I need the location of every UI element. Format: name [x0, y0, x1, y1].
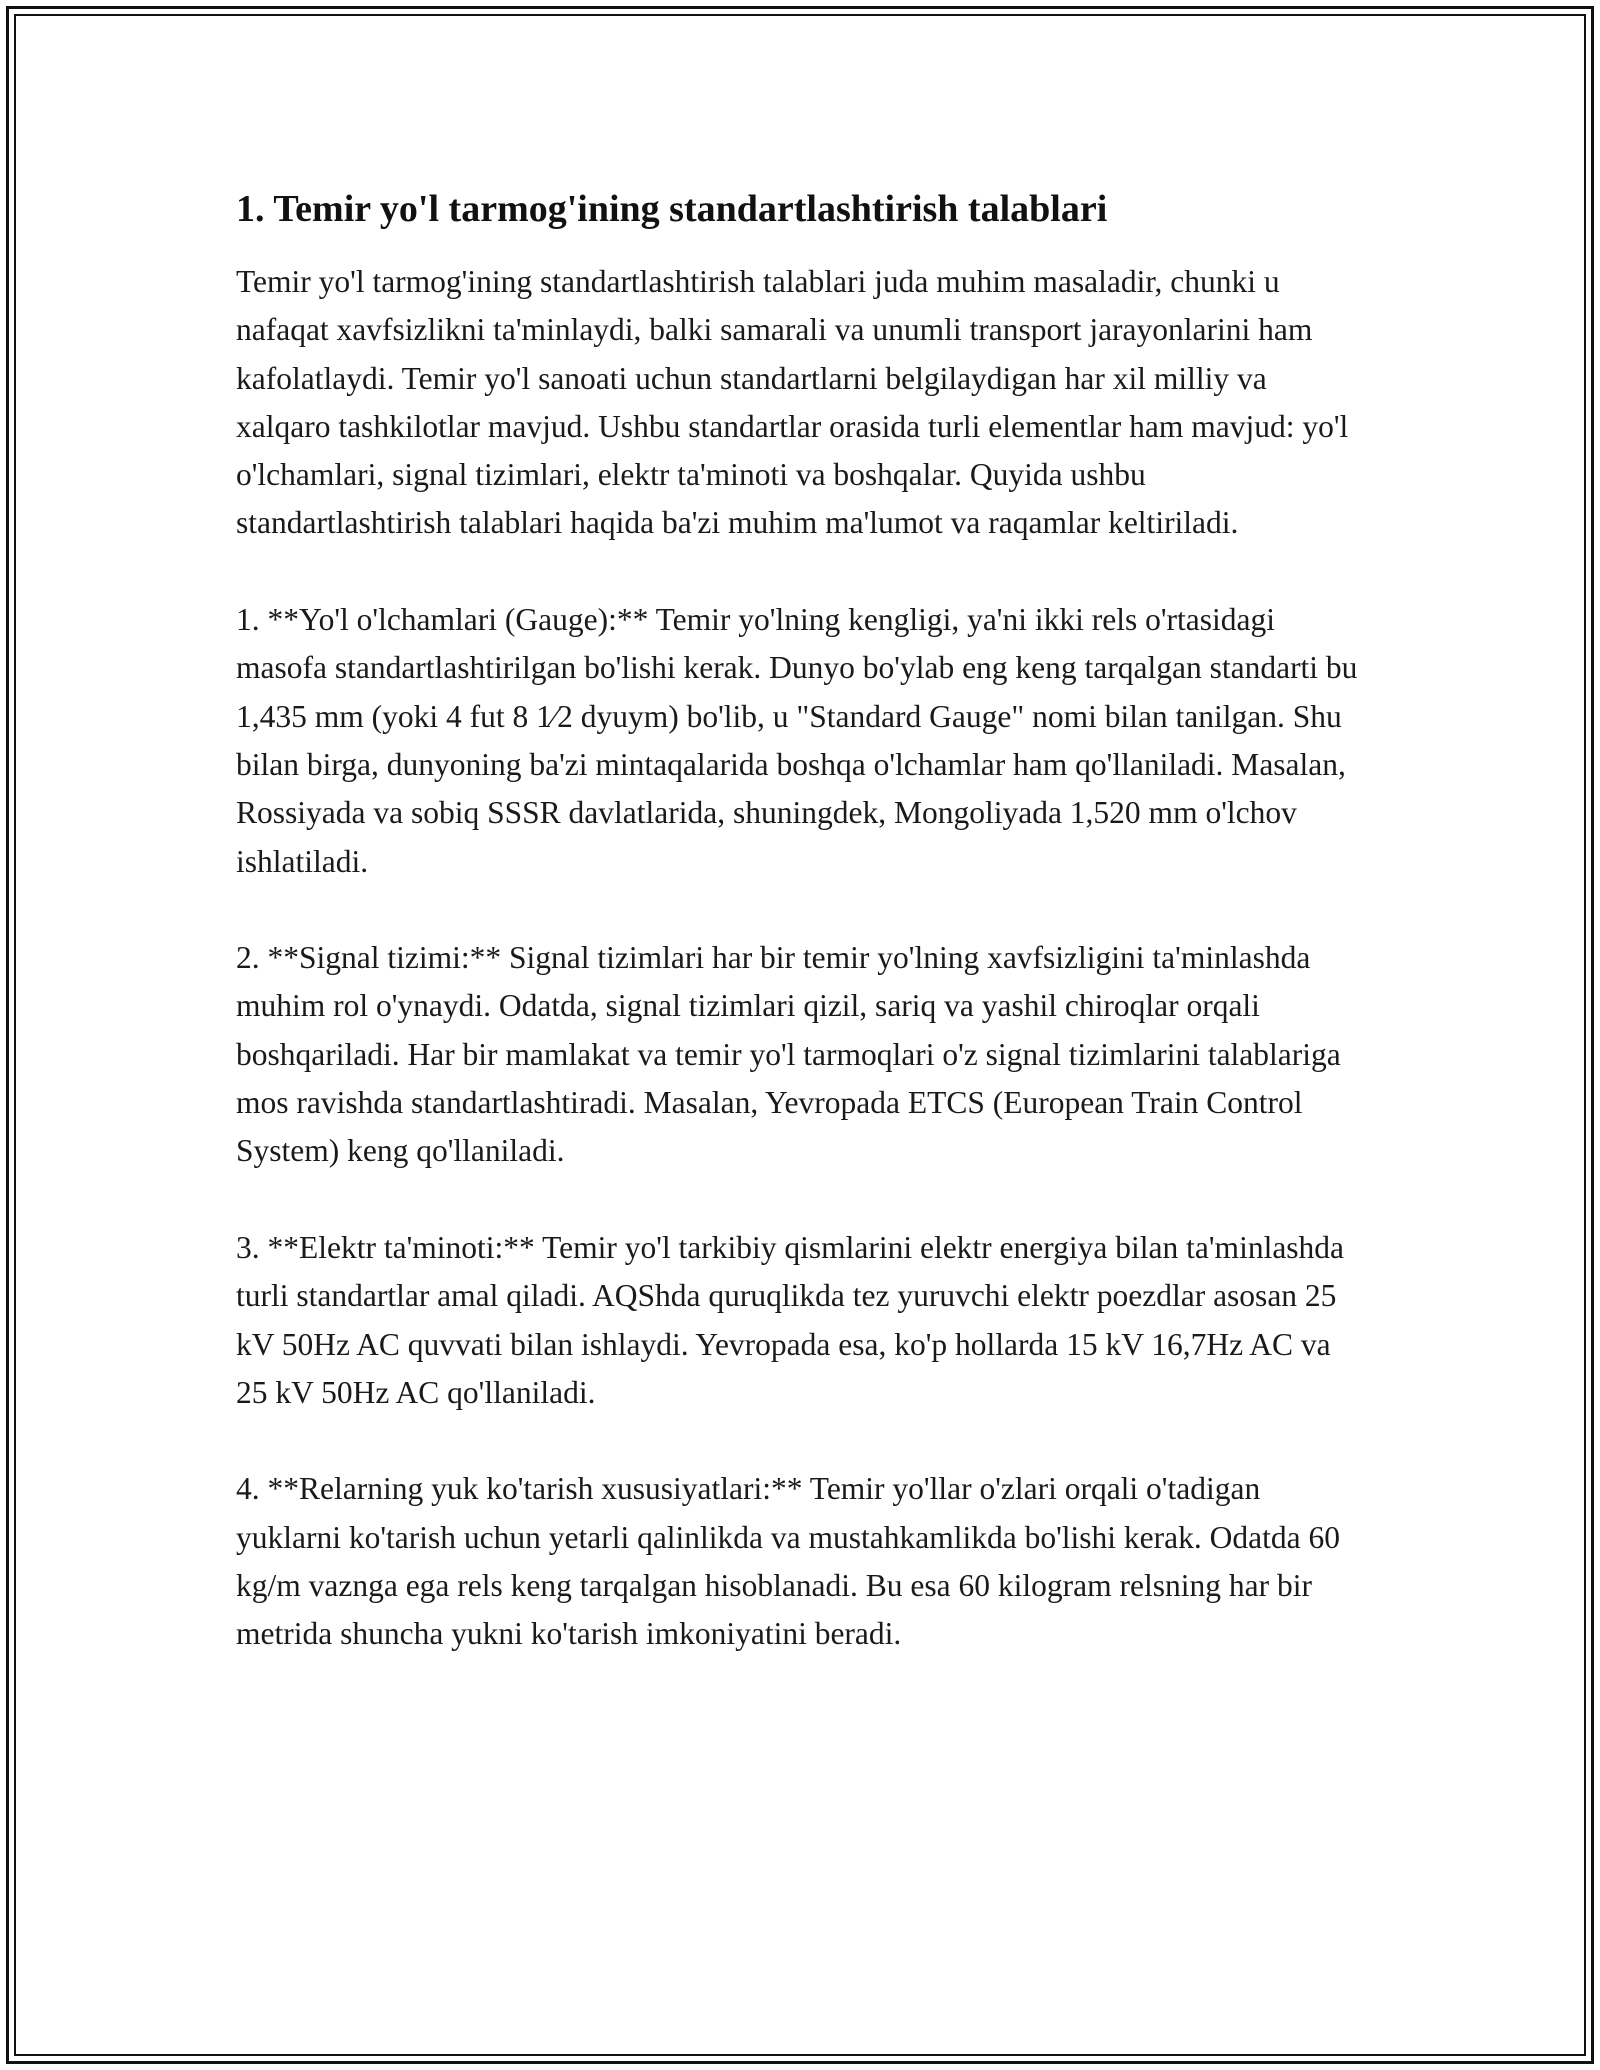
paragraph-gauge: 1. **Yo'l o'lchamlari (Gauge):** Temir yo'lning kengligi, ya'ni ikki rels o'rtasidagi masofa standartlashtirilgan bo'lishi kerak. Dunyo bo'ylab eng keng tarqalgan standarti bu 1,435 mm (yoki 4 fut 8 1⁄2 dyuym) bo'lib, u "Standard Gauge" nomi bilan tanilgan. Shu bilan birga, dunyoning ba'zi mintaqalarida boshqa o'lchamlar ham qo'llaniladi. Masalan, Rossiyada va sobiq SSSR davlatlarida, shuningdek, Mongoliyada 1,520 mm o'lchov ishlatiladi. — [236, 602, 1358, 879]
paragraph-signal: 2. **Signal tizimi:** Signal tizimlari har bir temir yo'lning xavfsizligini ta'minlashda muhim rol o'ynaydi. Odatda, signal tizimlari qizil, sariq va yashil chiroqlar orqali boshqariladi. Har bir mamlakat va temir yo'l tarmoqlari o'z signal tizimlarini talablariga mos ravishda standartlashtiradi. Masalan, Yevropada ETCS (European Train Control System) keng qo'llaniladi. — [236, 940, 1341, 1169]
document-title: 1. Temir yo'l tarmog'ining standartlashtirish talablari — [236, 188, 1108, 230]
paragraph-power: 3. **Elektr ta'minoti:** Temir yo'l tarkibiy qismlarini elektr energiya bilan ta'minlashda turli standartlar amal qiladi. AQShda quruqlikda tez yuruvchi elektr poezdlar asosan 25 kV 50Hz AC quvvati bilan ishlaydi. Yevropada esa, ko'p hollarda 15 kV 16,7Hz AC va 25 kV 50Hz AC qo'llaniladi. — [236, 1229, 1345, 1410]
paragraph-rails: 4. **Relarning yuk ko'tarish xususiyatlari:** Temir yo'llar o'zlari orqali o'tadigan yuklarni ko'tarish uchun yetarli qalinlikda va mustahkamlikda bo'lishi kerak. Odatda 60 kg/m vaznga ega rels keng tarqalgan hisoblanadi. Bu esa 60 kilogram relsning har bir metrida shuncha yukni ko'tarish imkoniyatini beradi. — [236, 1471, 1340, 1652]
document-body — [236, 186, 1366, 1707]
paragraph-intro: Temir yo'l tarmog'ining standartlashtirish talablari juda muhim masaladir, chunki u nafaqat xavfsizlikni ta'minlaydi, balki samarali va unumli transport jarayonlarini ham kafolatlaydi. Temir yo'l sanoati uchun standartlarni belgilaydigan har xil milliy va xalqaro tashkilotlar mavjud. Ushbu standartlar orasida turli elementlar ham mavjud: yo'l o'lchamlari, signal tizimlari, elektr ta'minoti va boshqalar. Quyida ushbu standartlashtirish talablari haqida ba'zi muhim ma'lumot va raqamlar keltiriladi. — [236, 264, 1349, 541]
